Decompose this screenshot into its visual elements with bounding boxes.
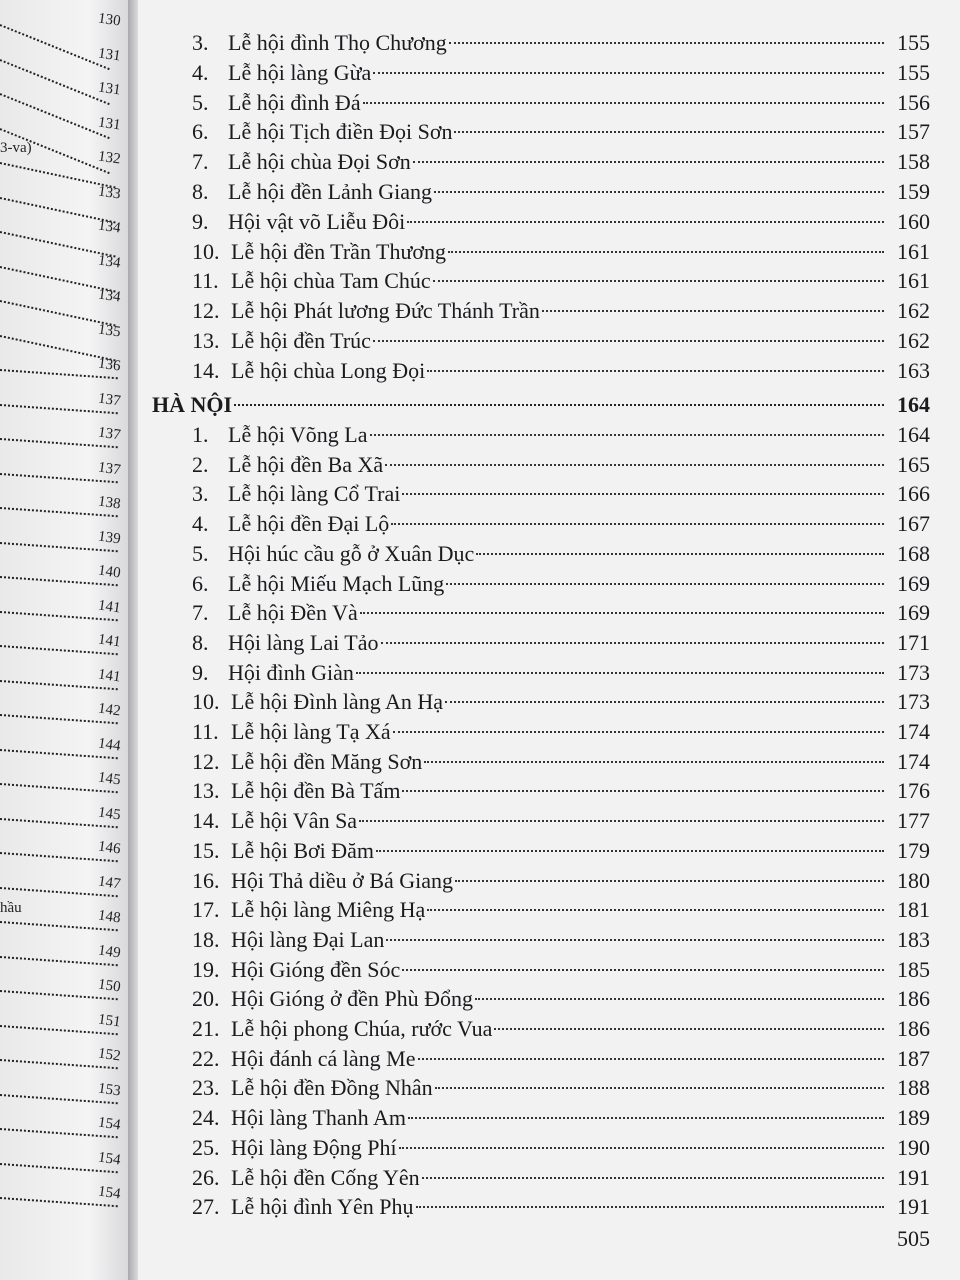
- left-page-number: 152: [97, 1045, 122, 1065]
- entry-page-number: 191: [897, 1164, 930, 1190]
- left-page-dot-leader: [0, 59, 110, 105]
- entry-title: Lễ hội đền Trần Thương: [231, 238, 447, 264]
- left-page-number: 133: [97, 183, 122, 202]
- dot-leader: [386, 939, 884, 941]
- left-page-number: 132: [97, 148, 122, 168]
- toc-entry[interactable]: [192, 296, 930, 326]
- entry-page-number: 162: [897, 298, 930, 324]
- left-page-number: 154: [97, 1149, 122, 1168]
- entry-number: 10.: [192, 238, 220, 264]
- entry-page-number: 174: [897, 719, 930, 744]
- entry-number: 5.: [192, 89, 209, 115]
- toc-entry[interactable]: [192, 420, 930, 450]
- toc-entry[interactable]: [192, 1133, 930, 1163]
- dot-leader: [542, 310, 884, 312]
- entry-page-number: 155: [897, 59, 930, 85]
- entry-number: 1.: [192, 422, 209, 447]
- entry-number: 14.: [192, 808, 220, 834]
- entry-title: Lễ hội đền Đồng Nhân: [231, 1075, 433, 1101]
- entry-number: 23.: [192, 1075, 220, 1101]
- dot-leader: [475, 998, 884, 1000]
- entry-title: Lễ hội đền Cống Yên: [231, 1164, 420, 1190]
- entry-page-number: 188: [897, 1075, 930, 1101]
- left-page-number: 154: [97, 1183, 122, 1203]
- entry-title: Lễ hội Đền Và: [228, 600, 358, 626]
- dot-leader: [402, 493, 884, 495]
- left-page-number: 137: [97, 424, 122, 444]
- entry-title: Lễ hội làng Gừa: [228, 59, 372, 85]
- entry-number: 13.: [192, 778, 220, 804]
- entry-number: 13.: [192, 328, 220, 353]
- toc-entry[interactable]: [192, 658, 930, 688]
- left-page-number: 140: [97, 562, 122, 582]
- dot-leader: [385, 464, 884, 466]
- entry-number: 8.: [192, 629, 209, 655]
- toc-entry[interactable]: [192, 569, 930, 599]
- entry-title: Lễ hội phong Chúa, rước Vua: [231, 1016, 493, 1041]
- entry-page-number: 160: [897, 208, 930, 234]
- entry-page-number: 167: [897, 511, 930, 537]
- toc-entry[interactable]: [192, 28, 930, 58]
- entry-page-number: 176: [897, 778, 930, 804]
- toc-entry[interactable]: [192, 1103, 930, 1133]
- entry-page-number: 163: [897, 357, 930, 383]
- entry-title: Lễ hội đền Đại Lộ: [228, 511, 390, 537]
- dot-leader: [373, 72, 884, 74]
- left-page-number: 131: [97, 114, 122, 133]
- left-page-number: 145: [97, 769, 122, 789]
- entry-title: Lễ hội đình Thọ Chương: [228, 30, 447, 55]
- entry-number: 9.: [192, 208, 209, 234]
- entry-number: 17.: [192, 897, 220, 923]
- toc-entry[interactable]: [192, 207, 930, 237]
- entry-number: 16.: [192, 867, 220, 893]
- toc-entry[interactable]: [192, 266, 930, 296]
- entry-page-number: 168: [897, 540, 930, 566]
- page-number: 505: [897, 1226, 930, 1251]
- entry-title: Lễ hội đền Lảnh Giang: [228, 179, 433, 204]
- toc-entry[interactable]: [192, 1073, 930, 1103]
- toc-entry[interactable]: [192, 539, 930, 569]
- dot-leader: [494, 1028, 884, 1030]
- toc-entry[interactable]: [192, 1044, 930, 1074]
- entry-title: Lễ hội đình Đá: [228, 89, 361, 115]
- left-page-number: 142: [97, 700, 122, 720]
- entry-number: 27.: [192, 1194, 220, 1220]
- left-page-edge: [0, 0, 128, 1280]
- entry-number: 14.: [192, 357, 220, 383]
- entry-title: Hội đình Giàn: [228, 659, 354, 685]
- dot-leader: [381, 642, 885, 644]
- dot-leader: [413, 161, 884, 163]
- toc-entry[interactable]: [192, 117, 930, 147]
- dot-leader: [391, 523, 884, 525]
- toc-entry[interactable]: [192, 776, 930, 806]
- entry-number: 21.: [192, 1016, 220, 1041]
- left-page-number: 146: [97, 838, 122, 858]
- entry-number: 22.: [192, 1045, 220, 1071]
- entry-number: 12.: [192, 298, 220, 324]
- entry-number: 11.: [192, 719, 219, 744]
- entry-title: Lễ hội đền Ba Xã: [228, 451, 384, 477]
- entry-title: Lễ hội Miếu Mạch Lũng: [228, 570, 445, 596]
- entry-page-number: 162: [897, 328, 930, 353]
- entry-page-number: 156: [897, 89, 930, 115]
- entry-page-number: 174: [897, 748, 930, 774]
- entry-title: Lễ hội làng Tạ Xá: [231, 719, 391, 744]
- dot-leader: [360, 612, 884, 614]
- entry-title: Lễ hội Phát lương Đức Thánh Trần: [231, 298, 540, 324]
- entry-page-number: 181: [897, 897, 930, 923]
- dot-leader: [427, 370, 884, 372]
- left-page-number: 141: [97, 597, 122, 616]
- left-page-number: 149: [97, 942, 122, 961]
- dot-leader: [393, 731, 884, 733]
- entry-number: 3.: [192, 30, 209, 55]
- toc-entry[interactable]: [192, 1192, 930, 1222]
- dot-leader: [402, 969, 884, 971]
- entry-title: Lễ hội đền Trúc: [231, 328, 371, 353]
- entry-page-number: 189: [897, 1105, 930, 1131]
- entry-title: Lễ hội Võng La: [228, 422, 368, 447]
- entry-page-number: 165: [897, 451, 930, 477]
- entry-number: 26.: [192, 1164, 220, 1190]
- dot-leader: [356, 672, 884, 674]
- entry-number: 7.: [192, 149, 209, 175]
- toc-entry[interactable]: [192, 237, 930, 267]
- section-heading-ha-noi[interactable]: [152, 390, 930, 420]
- entry-page-number: 180: [897, 867, 930, 893]
- left-page-number: 131: [97, 45, 122, 64]
- entry-number: 10.: [192, 689, 220, 715]
- entry-page-number: 158: [897, 149, 930, 175]
- dot-leader: [359, 820, 884, 822]
- toc-entry[interactable]: [192, 687, 930, 717]
- entry-page-number: 161: [897, 238, 930, 264]
- entry-page-number: 177: [897, 808, 930, 834]
- dot-leader: [399, 1147, 884, 1149]
- left-page-number: 144: [97, 735, 122, 754]
- entry-title: Lễ hội đền Bà Tấm: [231, 778, 401, 804]
- entry-page-number: 173: [897, 689, 930, 715]
- entry-number: 15.: [192, 837, 220, 863]
- entry-page-number: 186: [897, 1016, 930, 1041]
- toc-entry[interactable]: [192, 806, 930, 836]
- toc-entry[interactable]: [192, 88, 930, 118]
- entry-title: Hội làng Thanh Am: [231, 1105, 406, 1131]
- dot-leader: [234, 404, 884, 406]
- toc-entry[interactable]: [192, 925, 930, 955]
- dot-leader: [370, 434, 884, 436]
- entry-page-number: 179: [897, 837, 930, 863]
- entry-page-number: 183: [897, 926, 930, 952]
- left-page-number: 141: [97, 631, 122, 651]
- entry-page-number: 169: [897, 600, 930, 626]
- dot-leader: [373, 340, 884, 342]
- dot-leader: [424, 761, 884, 763]
- toc-entry[interactable]: [192, 450, 930, 480]
- left-page-number: 153: [97, 1080, 122, 1099]
- entry-title: Lễ hội làng Cổ Trai: [228, 481, 401, 507]
- dot-leader: [422, 1177, 884, 1179]
- left-page-number: 154: [97, 1114, 122, 1134]
- entry-title: Lễ hội đền Măng Sơn: [231, 748, 423, 774]
- entry-page-number: 186: [897, 986, 930, 1012]
- entry-number: 3.: [192, 481, 209, 507]
- entry-title: Lễ hội chùa Tam Chúc: [231, 268, 431, 294]
- section-title: HÀ NỘI: [152, 392, 233, 417]
- left-page-number: 147: [97, 873, 122, 892]
- left-page-number: 134: [97, 252, 122, 271]
- entry-number: 8.: [192, 179, 209, 204]
- entry-number: 4.: [192, 59, 209, 85]
- left-page-number: 137: [97, 459, 122, 478]
- dot-leader: [476, 553, 884, 555]
- entry-page-number: 159: [897, 179, 930, 204]
- entry-title: Lễ hội chùa Long Đọi: [231, 357, 426, 383]
- entry-title: Hội làng Đại Lan: [231, 926, 385, 952]
- entry-page-number: 164: [897, 422, 930, 447]
- toc-entry[interactable]: [192, 955, 930, 985]
- entry-title: Hội Gióng ở đền Phù Đổng: [231, 986, 474, 1012]
- book-gutter: [128, 0, 138, 1280]
- entry-title: Lễ hội Tịch điền Đọi Sơn: [228, 119, 453, 145]
- entry-number: 20.: [192, 986, 220, 1012]
- toc-entry[interactable]: [192, 1014, 930, 1044]
- entry-number: 5.: [192, 540, 209, 566]
- dot-leader: [427, 909, 884, 911]
- entry-title: Lễ hội Vân Sa: [231, 808, 358, 834]
- dot-leader: [455, 880, 884, 882]
- entry-page-number: 161: [897, 268, 930, 294]
- dot-leader: [445, 701, 884, 703]
- left-page-number: 151: [97, 1011, 122, 1030]
- entry-page-number: 171: [897, 629, 930, 655]
- left-page-number: 130: [97, 10, 122, 30]
- toc-entry[interactable]: [192, 147, 930, 177]
- left-page-number: 135: [97, 321, 122, 340]
- entry-title: Hội húc cầu gỗ ở Xuân Dục: [228, 540, 475, 566]
- entry-page-number: 187: [897, 1045, 930, 1071]
- table-of-contents-page: [138, 0, 960, 1280]
- left-page-number: 141: [97, 666, 122, 685]
- left-page-number: 136: [97, 355, 122, 375]
- left-page-number: 131: [97, 79, 122, 99]
- left-page-dot-leader: [0, 93, 110, 139]
- left-page-number: 139: [97, 528, 122, 547]
- entry-title: Lễ hội Bơi Đăm: [231, 837, 374, 863]
- dot-leader: [376, 850, 884, 852]
- dot-leader: [402, 790, 884, 792]
- toc-entry[interactable]: [192, 895, 930, 925]
- left-page-text-fragment: 3-va): [0, 140, 32, 156]
- entry-number: 4.: [192, 511, 209, 537]
- entry-page-number: 190: [897, 1134, 930, 1160]
- dot-leader: [407, 221, 884, 223]
- entry-page-number: 169: [897, 570, 930, 596]
- entry-page-number: 157: [897, 119, 930, 145]
- entry-number: 24.: [192, 1105, 220, 1131]
- entry-number: 7.: [192, 600, 209, 626]
- entry-title: Hội làng Lai Tảo: [228, 629, 379, 655]
- dot-leader: [408, 1117, 884, 1119]
- toc-entry[interactable]: [192, 836, 930, 866]
- toc-entry[interactable]: [192, 598, 930, 628]
- entry-page-number: 173: [897, 659, 930, 685]
- entry-title: Lễ hội Đình làng An Hạ: [231, 689, 444, 715]
- entry-number: 2.: [192, 451, 209, 477]
- left-page-number: 134: [97, 217, 122, 237]
- left-page-number: 148: [97, 907, 122, 927]
- dot-leader: [454, 131, 884, 133]
- dot-leader: [416, 1206, 885, 1208]
- toc-entry[interactable]: [192, 717, 930, 747]
- entry-title: Hội làng Động Phí: [231, 1134, 397, 1160]
- left-page-number: 145: [97, 804, 122, 823]
- toc-entry[interactable]: [192, 479, 930, 509]
- entry-number: 6.: [192, 570, 209, 596]
- toc-entry[interactable]: [192, 509, 930, 539]
- entry-number: 19.: [192, 956, 220, 982]
- dot-leader: [448, 251, 884, 253]
- entry-number: 11.: [192, 268, 219, 294]
- entry-title: Hội vật võ Liễu Đôi: [228, 208, 406, 234]
- dot-leader: [435, 1087, 884, 1089]
- toc-entry[interactable]: [192, 1163, 930, 1193]
- entry-number: 12.: [192, 748, 220, 774]
- toc-entry[interactable]: [192, 747, 930, 777]
- entry-page-number: 191: [897, 1194, 930, 1220]
- entry-number: 9.: [192, 659, 209, 685]
- entry-number: 6.: [192, 119, 209, 145]
- entry-title: Hội đánh cá làng Me: [231, 1045, 416, 1071]
- toc-entry[interactable]: [192, 326, 930, 356]
- entry-page-number: 166: [897, 481, 930, 507]
- section-page-number: 164: [897, 392, 930, 417]
- toc-entry[interactable]: [192, 628, 930, 658]
- left-page-number: 150: [97, 976, 122, 996]
- entry-number: 18.: [192, 926, 220, 952]
- dot-leader: [363, 102, 884, 104]
- dot-leader: [434, 191, 884, 193]
- left-page-dot-leader: [0, 24, 110, 70]
- entry-title: Hội Thả diều ở Bá Giang: [231, 867, 454, 893]
- entry-title: Lễ hội đình Yên Phụ: [231, 1194, 414, 1220]
- left-page-number: 134: [97, 286, 122, 306]
- dot-leader: [446, 583, 884, 585]
- entry-title: Hội Gióng đền Sóc: [231, 956, 401, 982]
- left-page-number: 138: [97, 493, 122, 513]
- toc-entry[interactable]: [192, 177, 930, 207]
- toc-entry[interactable]: [192, 58, 930, 88]
- left-page-text-fragment: hầu: [0, 900, 22, 916]
- entry-title: Lễ hội chùa Đọi Sơn: [228, 149, 411, 175]
- toc-entry[interactable]: [192, 866, 930, 896]
- entry-page-number: 155: [897, 30, 930, 55]
- toc-entry[interactable]: [192, 356, 930, 386]
- dot-leader: [433, 280, 884, 282]
- dot-leader: [418, 1058, 885, 1060]
- dot-leader: [449, 42, 884, 44]
- entry-title: Lễ hội làng Miêng Hạ: [231, 897, 426, 923]
- entry-number: 25.: [192, 1134, 220, 1160]
- entry-page-number: 185: [897, 956, 930, 982]
- toc-entry[interactable]: [192, 984, 930, 1014]
- left-page-number: 137: [97, 390, 122, 409]
